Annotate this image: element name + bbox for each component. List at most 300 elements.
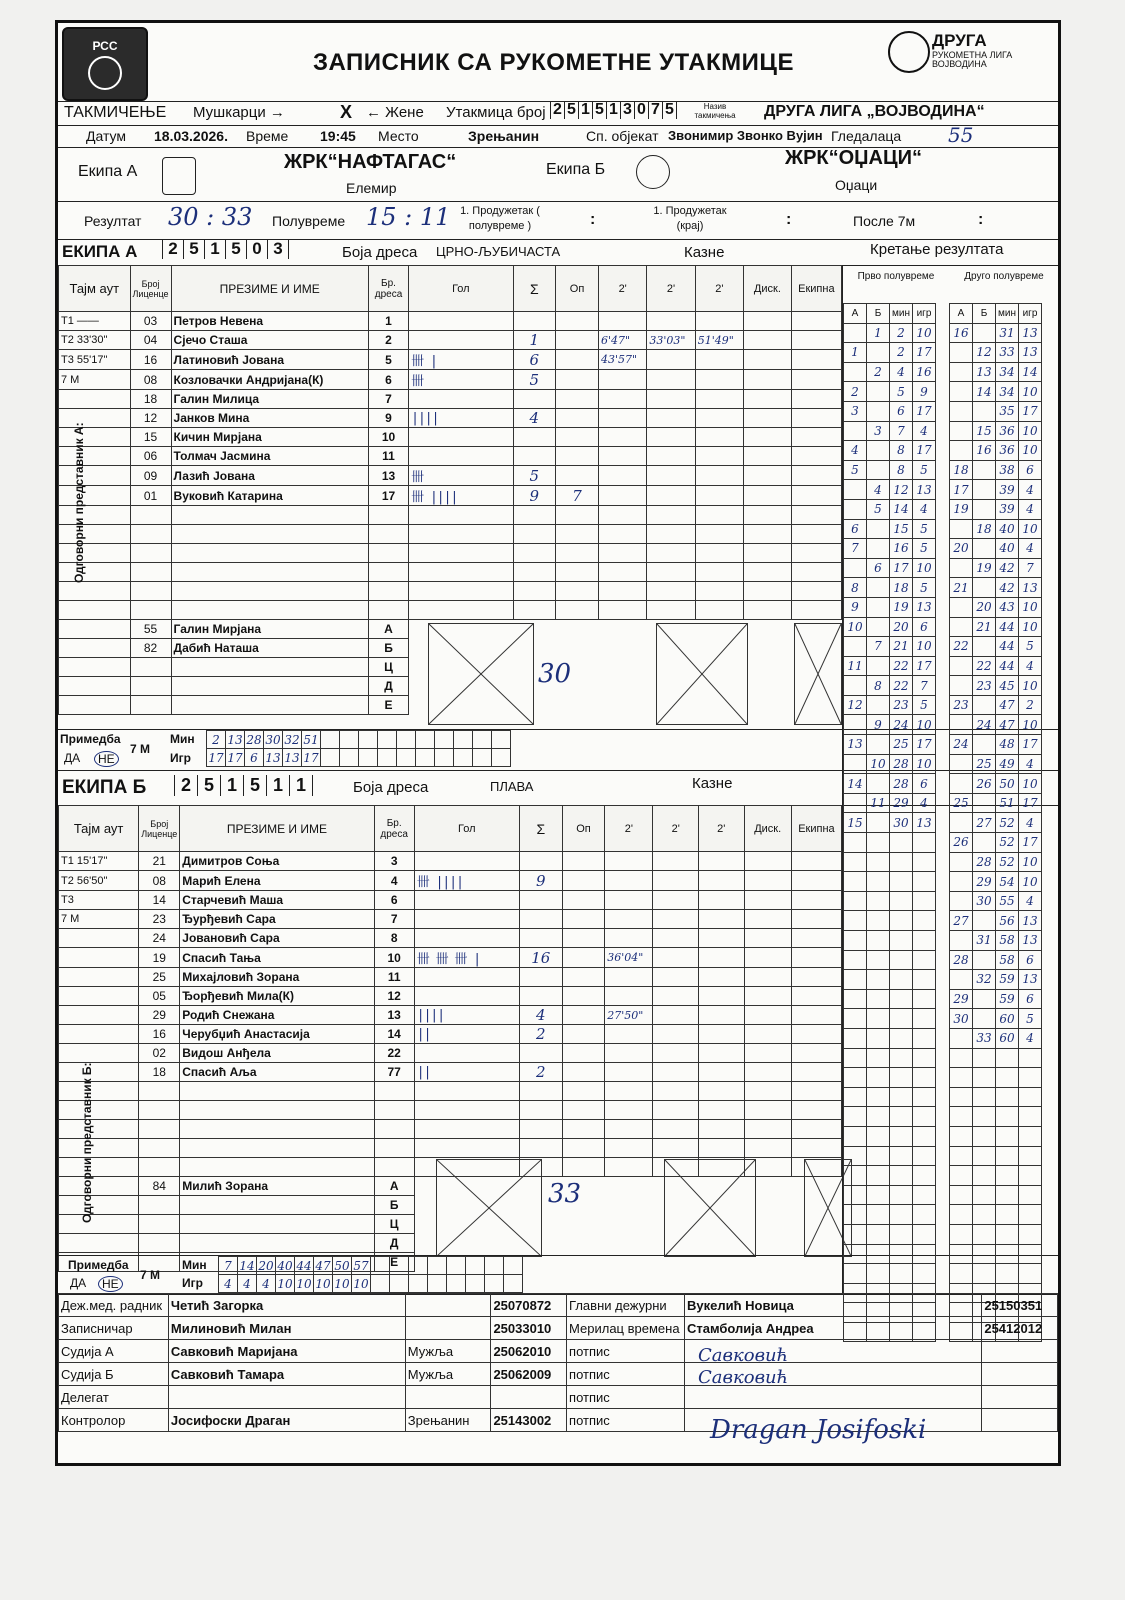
progress-cell: [844, 891, 867, 911]
progress-cell: [950, 1185, 973, 1205]
progress-cell: 17: [890, 558, 913, 578]
penalty-cell: [599, 466, 647, 486]
officials-row: [59, 1294, 1058, 1317]
license-cell: 08: [139, 871, 180, 891]
timeout-cell: [59, 1158, 139, 1177]
progress-row: [844, 676, 936, 696]
official-city: [405, 1317, 491, 1340]
progress-cell: [913, 1224, 936, 1244]
warning-cell: [556, 312, 599, 331]
col-2min-2: 2': [647, 266, 695, 312]
player-name: Видош Анђела: [180, 1044, 374, 1063]
sevenm-igr: [321, 749, 340, 767]
progress-cell: [867, 343, 890, 363]
penalty-cell: [605, 871, 653, 891]
jersey-number: 14: [374, 1025, 414, 1044]
empty-cell: [562, 1158, 605, 1177]
league-logo-line2: РУКОМЕТНА ЛИГА: [932, 50, 1013, 60]
sevenm-igr: 17: [227, 750, 243, 765]
empty-cell: [139, 1082, 180, 1101]
progress-cell: [950, 872, 973, 892]
progress-cell: [890, 1185, 913, 1205]
empty-cell: [605, 1177, 653, 1196]
progress-cell: 2: [867, 362, 890, 382]
cross-icon: [657, 624, 747, 724]
player-name: Вуковић Катарина: [171, 486, 368, 506]
team-a-igr-label: Игр: [170, 751, 191, 765]
progress-cell: [913, 1028, 936, 1048]
goal-tally: ||: [414, 1063, 519, 1082]
empty-cell: [562, 1120, 605, 1139]
progress-row: [950, 695, 1042, 715]
progress-cell: 17: [1019, 793, 1042, 813]
player-name: Ђурђевић Сара: [180, 910, 374, 929]
empty-cell: [699, 1082, 745, 1101]
empty-cell: [744, 658, 792, 677]
official-license2: [982, 1409, 1058, 1432]
progress-cell: 17: [913, 401, 936, 421]
progress-cell: 8: [844, 578, 867, 598]
jersey-number: 11: [374, 968, 414, 987]
col-team: Екипна: [791, 806, 841, 852]
penalty-cell: [653, 948, 699, 968]
progress-col: игр: [913, 304, 936, 324]
progress-cell: 29: [890, 793, 913, 813]
sevenm-min: [371, 1257, 390, 1275]
progress-cell: [973, 833, 996, 853]
timeout-cell: [59, 1082, 139, 1101]
progress-cell: [1019, 1087, 1042, 1107]
progress-cell: 4: [1019, 656, 1042, 676]
progress-row: [844, 1224, 936, 1244]
empty-cell: [744, 1082, 791, 1101]
progress-cell: 13: [844, 735, 867, 755]
player-row: [59, 1082, 842, 1101]
progress-cell: 21: [950, 578, 973, 598]
goal-sum: [519, 987, 562, 1006]
official-license: [491, 1386, 567, 1409]
progress-cell: 5: [913, 695, 936, 715]
progress-row: [950, 421, 1042, 441]
progress-row: [950, 362, 1042, 382]
disq-cell: [744, 987, 791, 1006]
empty-cell: [562, 1215, 605, 1234]
warning-cell: 7: [556, 486, 599, 506]
progress-cell: 59: [996, 970, 1019, 990]
timeout-cell: [59, 1177, 139, 1196]
progress-cell: 13: [1019, 970, 1042, 990]
comp-name: ДРУГА ЛИГА „ВОЈВОДИНА“: [764, 103, 985, 120]
goal-sum: 16: [519, 948, 562, 968]
extra1-value: :: [590, 211, 596, 228]
progress-cell: [1019, 1068, 1042, 1088]
team-code-digit: 2: [162, 239, 183, 259]
penalty-cell: [599, 409, 647, 428]
progress-cell: 60: [996, 1009, 1019, 1029]
warning-cell: [562, 1063, 605, 1082]
official-license2: 25412012: [982, 1317, 1058, 1340]
progress-cell: [844, 715, 867, 735]
progress-cell: [996, 1224, 1019, 1244]
empty-cell: [414, 1120, 519, 1139]
sevenm-min: [409, 1257, 428, 1275]
teams-row: [58, 147, 1058, 202]
official-name: Галин Мирјана: [171, 620, 368, 639]
progress-cell: 12: [973, 343, 996, 363]
progress-cell: [913, 989, 936, 1009]
progress-cell: 28: [890, 754, 913, 774]
team-penalty-cell: [791, 910, 841, 929]
goal-sum: [519, 852, 562, 871]
license-cell: 82: [130, 639, 171, 658]
jersey-number: 12: [374, 987, 414, 1006]
progress-row: [844, 970, 936, 990]
progress-cell: [844, 1224, 867, 1244]
official-license: 25033010: [491, 1317, 567, 1340]
warning-cell: [562, 871, 605, 891]
progress-cell: [913, 891, 936, 911]
league-logo: [888, 31, 1053, 77]
penalty-cell: [647, 350, 695, 370]
progress-cell: 6: [1019, 460, 1042, 480]
progress-cell: [844, 911, 867, 931]
progress-row: [950, 401, 1042, 421]
penalty-cell: [647, 466, 695, 486]
progress-cell: [973, 1009, 996, 1029]
license-cell: 16: [139, 1025, 180, 1044]
penalty-cell: [699, 929, 745, 948]
progress-row: [844, 362, 936, 382]
progress-cell: [844, 754, 867, 774]
warning-cell: [562, 910, 605, 929]
progress-cell: [913, 1068, 936, 1088]
progress-cell: [996, 1048, 1019, 1068]
penalty-cell: [605, 987, 653, 1006]
goal-tally: [409, 390, 513, 409]
goal-tally: [414, 910, 519, 929]
progress-row: [844, 852, 936, 872]
progress-cell: [973, 793, 996, 813]
progress-cell: 32: [973, 970, 996, 990]
team-penalty-cell: [791, 891, 841, 910]
progress-cell: 4: [867, 480, 890, 500]
official-name: Савковић Тамара: [168, 1363, 405, 1386]
progress-row: [950, 754, 1042, 774]
progress-row: [844, 813, 936, 833]
timeout-cell: [59, 1063, 139, 1082]
progress-cell: 13: [973, 362, 996, 382]
progress-cell: 59: [996, 989, 1019, 1009]
disq-cell: [744, 871, 791, 891]
team-b-min-label: Мин: [182, 1258, 207, 1272]
progress-row: [844, 950, 936, 970]
disq-cell: [744, 1044, 791, 1063]
progress-cell: [950, 617, 973, 637]
sevenm-min: [485, 1257, 504, 1275]
empty-cell: [605, 1196, 653, 1215]
official-license: 25143002: [491, 1409, 567, 1432]
license-cell: [139, 1215, 180, 1234]
player-name: Јанков Мина: [171, 409, 368, 428]
team-a-7m-grid: [206, 730, 511, 767]
official-role-label: Судија Б: [59, 1363, 169, 1386]
penalty-cell: [653, 1044, 699, 1063]
disq-cell: [744, 929, 791, 948]
progress-cell: 27: [950, 911, 973, 931]
progress-cell: 17: [1019, 833, 1042, 853]
goal-tally: [414, 852, 519, 871]
progress-row: [844, 1028, 936, 1048]
progress-row: [844, 539, 936, 559]
official-role: Ц: [368, 658, 408, 677]
progress-cell: [844, 1009, 867, 1029]
cross-icon: [665, 1160, 755, 1256]
license-cell: 03: [130, 312, 171, 331]
team-b-total: 33: [548, 1179, 582, 1209]
progress-cell: [913, 1048, 936, 1068]
progress-cell: 8: [867, 676, 890, 696]
progress-cell: 4: [1019, 1028, 1042, 1048]
timeout-cell: [59, 658, 131, 677]
venue-value: Звонимир Звонко Вујин: [668, 128, 823, 143]
team-a-goals-x: [428, 623, 534, 725]
team-a-note-no[interactable]: НЕ: [94, 751, 119, 767]
progress-row: [844, 754, 936, 774]
progress-cell: 39: [996, 480, 1019, 500]
progress-cell: [867, 1264, 890, 1284]
timeout-cell: [59, 620, 131, 639]
progress-cell: 16: [950, 323, 973, 343]
sevenm-igr: 10: [296, 1276, 312, 1291]
progress-cell: 6: [1019, 950, 1042, 970]
progress-cell: [973, 499, 996, 519]
empty-cell: [605, 1234, 653, 1253]
progress-cell: [950, 401, 973, 421]
progress-row: [950, 872, 1042, 892]
license-cell: 04: [130, 331, 171, 350]
progress-cell: 29: [950, 989, 973, 1009]
license-cell: 29: [139, 1006, 180, 1025]
progress-cell: [844, 793, 867, 813]
player-row: [59, 852, 842, 871]
rss-logo-text: РСС: [92, 38, 118, 53]
empty-cell: [180, 1158, 374, 1177]
timeout-cell: [59, 1044, 139, 1063]
progress-row: [844, 1185, 936, 1205]
progress-cell: 7: [890, 421, 913, 441]
progress-cell: 6: [913, 617, 936, 637]
license-cell: 23: [139, 910, 180, 929]
empty-cell: [695, 544, 743, 563]
empty-cell: [695, 582, 743, 601]
progress-cell: [913, 911, 936, 931]
empty-cell: [368, 525, 408, 544]
progress-cell: [913, 1146, 936, 1166]
progress-row: [950, 539, 1042, 559]
progress-cell: [890, 989, 913, 1009]
official-role: Б: [374, 1196, 414, 1215]
team-b-note-no[interactable]: НЕ: [98, 1276, 123, 1292]
progress-cell: 27: [973, 813, 996, 833]
warning-cell: [562, 1006, 605, 1025]
sevenm-igr: [447, 1275, 466, 1293]
disq-cell: [744, 390, 792, 409]
col-2min-3: 2': [695, 266, 743, 312]
penalty-cell: [699, 968, 745, 987]
progress-row: [844, 1068, 936, 1088]
progress-cell: [867, 735, 890, 755]
player-name: Јовановић Сара: [180, 929, 374, 948]
penalty-cell: [695, 370, 743, 390]
player-row: [59, 525, 842, 544]
jersey-number: 7: [368, 390, 408, 409]
progress-row: [950, 950, 1042, 970]
empty-cell: [180, 1120, 374, 1139]
progress-cell: [996, 1185, 1019, 1205]
penalty-cell: [599, 428, 647, 447]
timeout-cell: [59, 525, 131, 544]
official-role: Е: [374, 1253, 414, 1272]
team-code-digit: 1: [220, 775, 243, 796]
progress-cell: 12: [890, 480, 913, 500]
progress-cell: 7: [913, 676, 936, 696]
team-penalty-cell: [791, 852, 841, 871]
progress-cell: 22: [890, 676, 913, 696]
sevenm-igr: [504, 1275, 523, 1293]
progress-cell: [996, 1087, 1019, 1107]
sevenm-min: 30: [265, 732, 281, 747]
progress-cell: [844, 1107, 867, 1127]
empty-cell: [139, 1158, 180, 1177]
extra1-label: 1. Продужетак ( полувреме ): [460, 205, 540, 232]
warning-cell: [556, 428, 599, 447]
progress-cell: 28: [890, 774, 913, 794]
team-penalty-cell: [791, 370, 841, 390]
empty-cell: [414, 1101, 519, 1120]
officials-row: [59, 1317, 1058, 1340]
official-role-label: Делегат: [59, 1386, 169, 1409]
player-row: [59, 987, 842, 1006]
penalty-cell: [695, 390, 743, 409]
team-b-note-yes[interactable]: ДА: [70, 1276, 87, 1290]
progress-cell: 10: [1019, 597, 1042, 617]
empty-cell: [409, 563, 513, 582]
goal-sum: 4: [519, 1006, 562, 1025]
player-row: [59, 370, 842, 390]
team-penalty-cell: [791, 948, 841, 968]
progress-cell: 22: [950, 637, 973, 657]
team-code-digit: 5: [197, 775, 220, 796]
license-cell: 21: [139, 852, 180, 871]
progress-cell: 5: [890, 382, 913, 402]
progress-row: [950, 891, 1042, 911]
col-license: Број Лиценце: [139, 806, 180, 852]
player-row: [59, 601, 842, 620]
progress-cell: 34: [996, 362, 1019, 382]
progress-row: [844, 519, 936, 539]
officials-table: [58, 1293, 1058, 1432]
progress-cell: [973, 578, 996, 598]
license-cell: 18: [130, 390, 171, 409]
progress-row: [844, 833, 936, 853]
progress-cell: [1019, 1224, 1042, 1244]
sevenm-igr: [454, 749, 473, 767]
empty-cell: [519, 1101, 562, 1120]
warning-cell: [556, 466, 599, 486]
empty-cell: [513, 525, 556, 544]
jersey-number: 17: [368, 486, 408, 506]
progress-cell: 25: [890, 735, 913, 755]
progress-cell: 22: [890, 656, 913, 676]
sevenm-min: [492, 731, 511, 749]
official-role2-label: Главни дежурни: [567, 1294, 685, 1317]
progress-cell: 29: [973, 872, 996, 892]
disq-cell: [744, 350, 792, 370]
match-digit: 5: [662, 101, 677, 119]
empty-cell: [695, 601, 743, 620]
penalty-cell: [695, 486, 743, 506]
progress-cell: 16: [913, 362, 936, 382]
goal-sum: [519, 968, 562, 987]
team-b-rep-label: Одговорни представник Б:: [80, 1062, 94, 1223]
progress-cell: [973, 1166, 996, 1186]
goal-tally: [414, 891, 519, 910]
goal-tally: 卌 ||||: [414, 871, 519, 891]
progress-cell: [973, 1126, 996, 1146]
progress-cell: [913, 833, 936, 853]
license-cell: 12: [130, 409, 171, 428]
progress-row: [844, 793, 936, 813]
progress-row: [950, 1166, 1042, 1186]
progress-cell: 51: [996, 793, 1019, 813]
empty-cell: [171, 563, 368, 582]
penalty-cell: 43'57": [599, 350, 647, 370]
official-city: Мужља: [405, 1340, 491, 1363]
progress-cell: 13: [913, 813, 936, 833]
sevenm-min: 2: [207, 731, 226, 749]
progress-cell: [950, 1087, 973, 1107]
sevenm-igr: [428, 1275, 447, 1293]
empty-cell: [139, 1139, 180, 1158]
progress-cell: 60: [996, 1028, 1019, 1048]
penalty-cell: [699, 852, 745, 871]
empty-cell: [556, 620, 599, 639]
player-name: Лазић Јована: [171, 466, 368, 486]
progress-cell: [913, 950, 936, 970]
sevenm-min: 57: [353, 1258, 369, 1273]
player-row: [59, 582, 842, 601]
player-row: [59, 1101, 842, 1120]
empty-cell: [599, 639, 647, 658]
official-role: А: [368, 620, 408, 639]
progress-cell: [844, 931, 867, 951]
disq-cell: [744, 891, 791, 910]
disq-cell: [744, 370, 792, 390]
progress-cell: 1: [844, 343, 867, 363]
timeout-cell: T3: [59, 891, 139, 910]
team-a-note-yes[interactable]: ДА: [64, 751, 81, 765]
match-digit: 3: [620, 101, 634, 119]
sevenm-min: 44: [296, 1258, 312, 1273]
sevenm-igr: [390, 1275, 409, 1293]
progress-row: [950, 1087, 1042, 1107]
sevenm-igr: [473, 749, 492, 767]
team-a-section-label: ЕКИПА А: [62, 242, 138, 261]
progress-row: [950, 343, 1042, 363]
competition-mark: X: [340, 102, 353, 122]
progress-row: [844, 1244, 936, 1264]
progress-row: [950, 499, 1042, 519]
